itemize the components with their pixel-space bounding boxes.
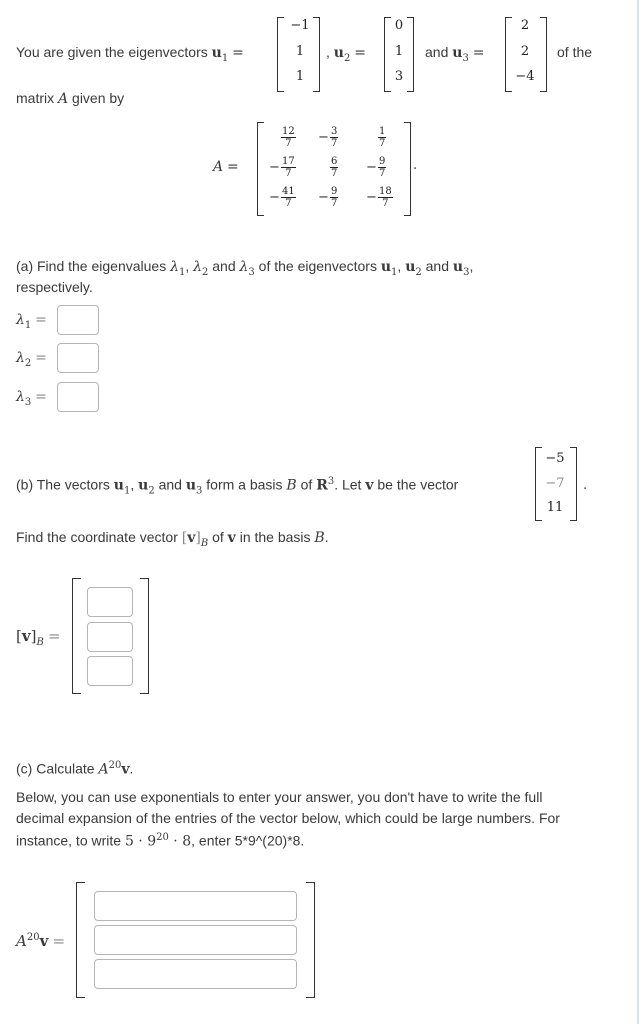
matrix-a-entry-denominator: 7 [379,168,386,179]
power-input-3[interactable] [94,959,297,989]
lambda3-input[interactable] [57,382,99,412]
part-c-desc-1: Below, you can use exponentials to enter your answer, you don't have to write the full [16,789,543,805]
u3-entry: 2 [520,44,530,59]
lambda1-label: $\lambda_1$ = [16,312,47,331]
power-input-1[interactable] [94,891,297,921]
matrix-a-entry-denominator: 7 [331,198,338,209]
matrix-a-entry-numerator: 18 [379,186,392,197]
matrix-a-entry-numerator: 1 [379,126,386,137]
part-b-question: (b) The vectors $u_1$, $u_2$ and $u_3$ form a basis B of $R^3$. Let v be the vector [16,476,459,497]
v-entry: 11 [546,500,564,515]
intro-line2: matrix A given by [16,90,125,107]
lambda2-input[interactable] [57,343,99,373]
matrix-a-entry-numerator: 9 [379,156,386,167]
power-vector-label: $A^{20}v$ = [16,932,66,950]
matrix-a-entry-denominator: 7 [379,138,386,149]
matrix-a-entry-denominator: 7 [285,198,292,209]
matrix-a-entry-numerator: 3 [331,126,338,137]
matrix-a-entry-sign: − [318,130,329,145]
u1-entry: −1 [290,18,310,33]
u3-label: and $u_3$ = [425,44,485,64]
coord-input-1[interactable] [87,587,133,617]
u2-entry: 1 [394,44,404,59]
u1-entry: 1 [295,69,305,84]
matrix-a-entry-sign: − [269,160,280,175]
lambda2-label: $\lambda_2$ = [16,350,47,369]
part-a-question: (a) Find the eigenvalues $\lambda_1$, $\lambda_2$ and $\lambda_3$ of the eigenvectors $u_1$, $u_2$ and $u_3$, [16,258,474,278]
coord-vector-label: $[v]_B$ = [16,627,61,648]
matrix-a-entry-denominator: 7 [285,168,292,179]
matrix-a-entry-denominator: 7 [331,168,338,179]
part-c-title: (c) Calculate $A^{20}v$. [16,760,134,778]
lambda3-label: $\lambda_3$ = [16,389,47,408]
part-a-question-cont: respectively. [16,279,93,295]
coord-input-2[interactable] [87,622,133,652]
matrix-a-entry-numerator: 17 [282,156,295,167]
matrix-a-entry-sign: − [366,160,377,175]
matrix-a-entry-sign: − [366,190,377,205]
matrix-a-entry-denominator: 7 [285,138,292,149]
v-entry: −7 [545,476,565,491]
u1-entry: 1 [295,44,305,59]
matrix-a-label: A = [213,159,239,175]
u2-entry: 0 [394,18,404,33]
intro-lead: You are given the eigenvectors $u_1$ = [16,44,244,64]
lambda1-input[interactable] [57,305,99,335]
u2-label: , $u_2$ = [326,44,366,64]
part-b-find: Find the coordinate vector $[v]_B$ of v in the basis B. [16,529,329,549]
matrix-a-entry-numerator: 12 [282,126,295,137]
matrix-a-entry-sign: − [269,190,280,205]
matrix-a-entry-denominator: 7 [382,198,389,209]
part-c-desc-3: instance, to write $5 \cdot 9^{20} \cdot 8$, enter 5*9^(20)*8. [16,832,305,850]
part-c-desc-2: decimal expansion of the entries of the vector below, which could be large numbers. For [16,810,560,826]
matrix-a-entry-denominator: 7 [331,138,338,149]
matrix-a-entry-numerator: 9 [331,186,338,197]
intro-of-the: of the [557,44,593,60]
matrix-a-entry-numerator: 41 [282,186,295,197]
u3-entry: 2 [520,18,530,33]
coord-input-3[interactable] [87,656,133,686]
power-input-2[interactable] [94,925,297,955]
u2-entry: 3 [394,69,404,84]
matrix-a-entry-sign: − [318,190,329,205]
u3-entry: −4 [515,69,535,84]
v-entry: −5 [545,451,565,466]
matrix-a-entry-numerator: 6 [331,156,338,167]
